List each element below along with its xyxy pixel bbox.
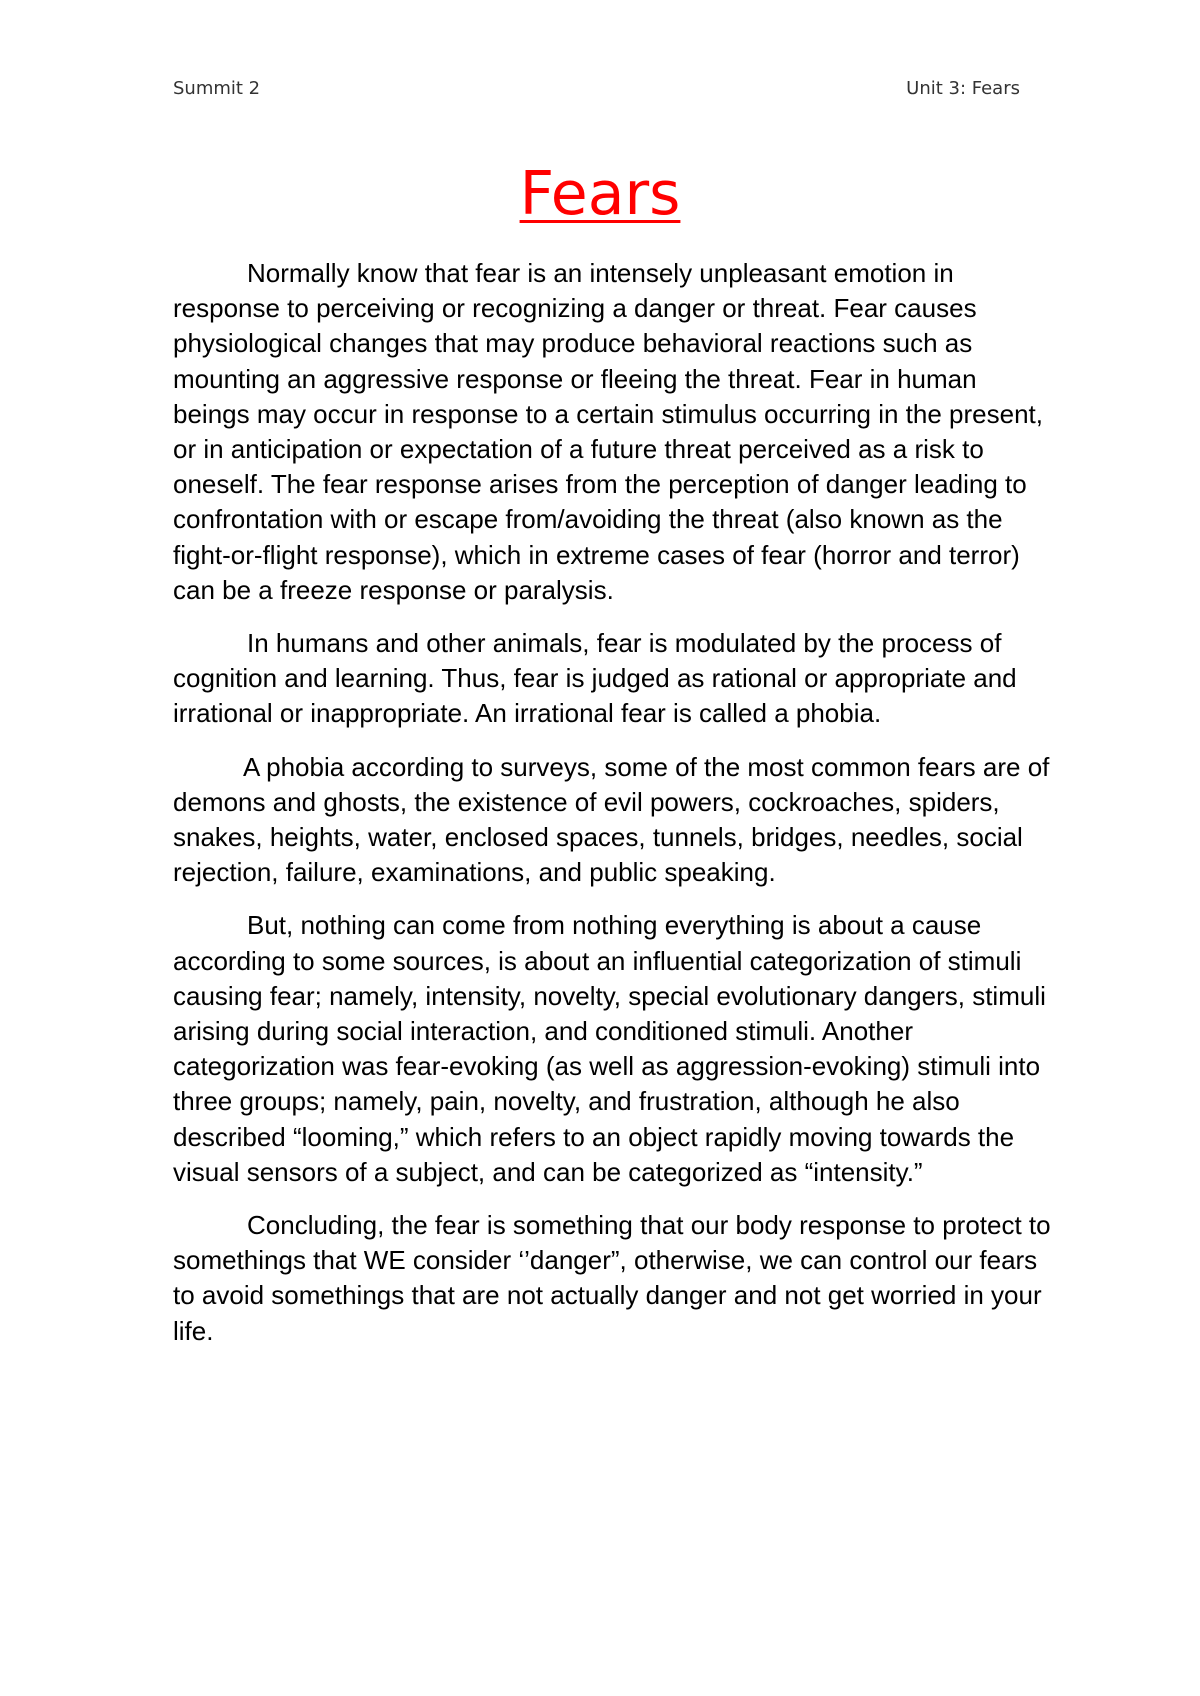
paragraph-conclusion: Concluding, the fear is something that our body response to protect to somethings that WE consider ‘’danger”, otherwise, we can control our fears to avoid somethings that are not actually danger and not get worried in your life.: [173, 1210, 1051, 1346]
header-course: Summit 2: [173, 78, 261, 99]
document-title: Fears: [519, 159, 681, 229]
paragraph-cognition: In humans and other animals, fear is modulated by the process of cognition and learning. Thus, fear is judged as rational or appropriate and irrational or inappropriate. An irrational fear is called a phobia.: [173, 628, 1017, 729]
document-body: [173, 256, 1053, 1367]
paragraph-causes: But, nothing can come from nothing everything is about a cause according to some sources, is about an influential categorization of stimuli causing fear; namely, intensity, novelty, special evolutionary dangers, stimuli arising during social interaction, and conditioned stimuli. Another categorization was fear-evoking (as well as aggression-evoking) stimuli into three groups; namely, pain, novelty, and frustration, although he also described “looming,” which refers to an object rapidly moving towards the visual sensors of a subject, and can be categorized as “intensity.”: [173, 910, 1046, 1187]
page-header: [173, 78, 1020, 104]
paragraph-phobias: A phobia according to surveys, some of the most common fears are of demons and ghosts, the existence of evil powers, cockroaches, spiders, snakes, heights, water, enclosed spaces, tunnels, bridges, needles, social rejection, failure, examinations, and public speaking.: [173, 751, 1050, 888]
header-unit: Unit 3: Fears: [906, 78, 1020, 99]
paragraph-intro: Normally know that fear is an intensely unpleasant emotion in response to perceiving or recognizing a danger or threat. Fear causes physiological changes that may produce behavioral reactions such as mounting an aggressive response or fleeing the threat. Fear in human beings may occur in response to a certain stimulus occurring in the present, or in anticipation or expectation of a future threat perceived as a risk to oneself. The fear response arises from the perception of danger leading to confrontation with or escape from/avoiding the threat (also known as the fight-or-flight response), which in extreme cases of fear (horror and terror) can be a freeze response or paralysis.: [173, 258, 1043, 605]
